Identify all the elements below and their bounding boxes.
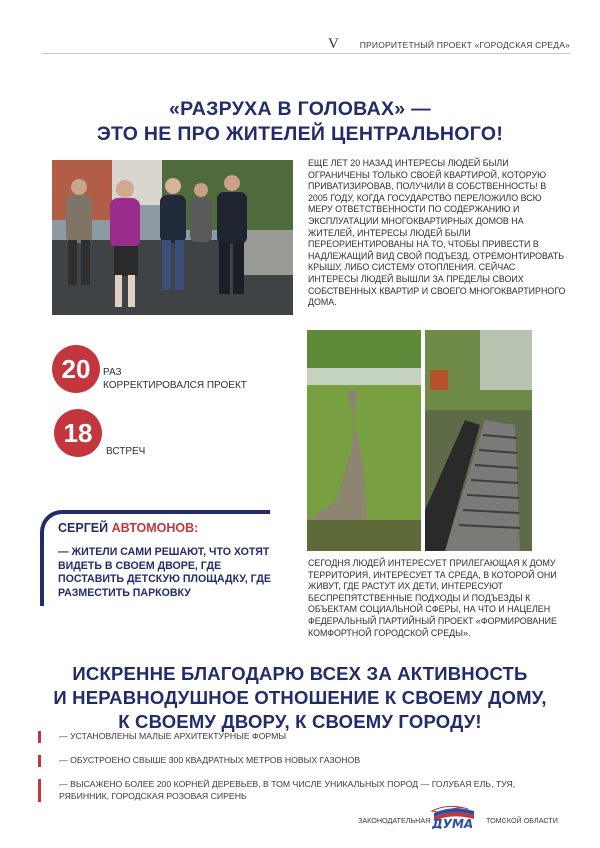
list-item-line-2: РЯБИННИК, ГОРОДСКАЯ РОЗОВАЯ СИРЕНЬ [59,790,247,801]
stat-circle-revisions: 20 [52,345,100,393]
stairs-photo-after [425,330,532,551]
quote-text: — ЖИТЕЛИ САМИ РЕШАЮТ, ЧТО ХОТЯТ ВИДЕТЬ В СВОЕМ ДВОРЕ, ГДЕ ПОСТАВИТЬ ДЕТСКУЮ ПЛОЩАДКУ, ГДЕ РАЗМЕСТИТЬ ПАРКОВКУ [58,546,271,599]
thanks-heading [40,662,560,734]
thanks-line-3: К СВОЕМУ ДВОРУ, К СВОЕМУ ГОРОДУ! [118,711,482,732]
quote-author-first-name: СЕРГЕЙ [58,521,109,535]
list-item: — УСТАНОВЛЕНЫ МАЛЫЕ АРХИТЕКТУРНЫЕ ФОРМЫ [38,731,286,743]
list-item-line-1: — ВЫСАЖЕНО БОЛЕЕ 200 КОРНЕЙ ДЕРЕВЬЕВ, В ТОМ ЧИСЛЕ УНИКАЛЬНЫХ ПОРОД — ГОЛУБАЯ ЕЛЬ, ТУЯ, [59,779,516,789]
second-paragraph: СЕГОДНЯ ЛЮДЕЙ ИНТЕРЕСУЕТ ПРИЛЕГАЮЩАЯ К ДОМУ ТЕРРИТОРИЯ, ИНТЕРЕСУЕТ ТА СРЕДА, В КОТОРОЙ ОНИ ЖИВУТ, ГДЕ РАСТУТ ИХ ДЕТИ, ИНТЕРЕСУЮТ БЕСПРЕПЯТСТВЕННЫЕ ПОДХОДЫ И ПОДЪЕЗДЫ К ОБЪЕКТАМ СОЦИАЛЬНОЙ СФЕРЫ, НА ЧТО И НАЦЕЛЕН ФЕДЕРАЛЬНЫЙ ПАРТИЙНЫЙ ПРОЕКТ «ФОРМИРОВАНИЕ КОМФОРТНОЙ ГОРОДСКОЙ СРЕДЫ». [308,558,557,638]
footer-region-label: ТОМСКОЙ ОБЛАСТИ [486,816,558,825]
group-photo-image [52,160,293,315]
thanks-line-1: ИСКРЕННЕ БЛАГОДАРЮ ВСЕХ ЗА АКТИВНОСТЬ [72,663,528,684]
section-numeral: V [328,36,339,52]
header-title: ПРИОРИТЕТНЫЙ ПРОЕКТ «ГОРОДСКАЯ СРЕДА» [359,40,570,50]
path-photo-before-image [307,330,421,551]
footer-legislative-label: ЗАКОНОДАТЕЛЬНАЯ [358,816,431,825]
page-header [42,34,570,54]
list-item [38,779,515,802]
thanks-line-2: И НЕРАВНОДУШНОЕ ОТНОШЕНИЕ К СВОЕМУ ДОМУ, [53,687,547,708]
stat-label-revisions-line-1: РАЗ [103,367,122,378]
group-photo [52,160,293,315]
duma-logo [428,803,484,829]
quote-author-last-name: АВТОМОНОВ: [111,521,199,535]
article-headline [50,97,550,147]
stat-label-meetings: ВСТРЕЧ [106,446,146,457]
headline-line-1: «РАЗРУХА В ГОЛОВАХ» — [169,98,431,120]
list-item: — ОБУСТРОЕНО СВЫШЕ 300 КВАДРАТНЫХ МЕТРОВ НОВЫХ ГАЗОНОВ [38,755,360,767]
path-photo-before [307,330,421,551]
headline-line-2: ЭТО НЕ ПРО ЖИТЕЛЕЙ ЦЕНТРАЛЬНОГО! [96,123,504,145]
quote-author [58,521,198,535]
stat-label-revisions-line-2: КОРРЕКТИРОВАЛСЯ ПРОЕКТ [103,380,247,391]
intro-paragraph: ЕЩЕ ЛЕТ 20 НАЗАД ИНТЕРЕСЫ ЛЮДЕЙ БЫЛИ ОГРАНИЧЕНЫ ТОЛЬКО СВОЕЙ КВАРТИРОЙ, КОТОРУЮ ПРИВАТИЗИРОВАВ, ПОЛУЧИЛИ В СОБСТВЕННОСТЬ! В 2005 ГОДУ, КОГДА ГОСУДАРСТВО ПЕРЕЛОЖИЛО ВСЮ МЕРУ ОТВЕТСТВЕННОСТИ ПО СОДЕРЖАНИЮ И ЭКСПЛУАТАЦИИ МНОГОКВАРТИРНЫХ ДОМОВ НА ЖИТЕЛЕЙ, ИНТЕРЕСЫ ЛЮДЕЙ БЫЛИ ПЕРЕОРИЕНТИРОВАНЫ НА ТО, ЧТОБЫ ПРИВЕСТИ В НАДЛЕЖАЩИЙ ВИД СВОЙ ПОДЪЕЗД, ОТРЕМОНТИРОВАТЬ КРЫШУ, ЛИБО СИСТЕМУ ОТОПЛЕНИЯ. СЕЙЧАС ИНТЕРЕСЫ ЛЮДЕЙ ВЫШЛИ ЗА ПРЕДЕЛЫ СВОИХ СОБСТВЕННЫХ КВАРТИР И СВОЕГО МНОГОКВАРТИРНОГО ДОМА. [308,158,566,308]
duma-logo-text: ДУМА [432,817,474,829]
stat-circle-meetings: 18 [54,409,102,457]
stairs-photo-after-image [425,330,532,551]
stat-label-revisions [103,366,247,392]
